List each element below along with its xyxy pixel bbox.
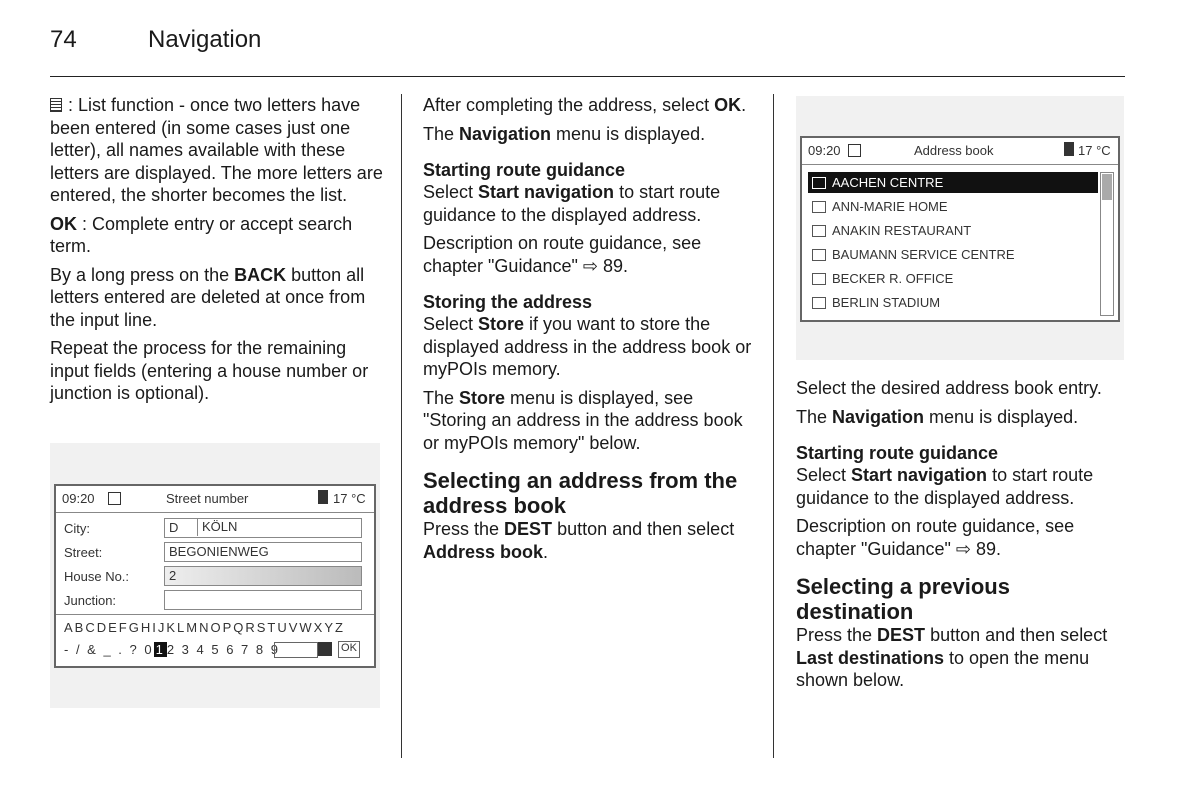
route-paragraph: Select Start navigation to start route guidance to the displayed address.	[796, 465, 1094, 508]
poi-icon	[812, 273, 826, 285]
store-paragraph: Select Store if you want to store the displayed address in the address book or myPOIs memory.	[423, 314, 752, 379]
storing-heading: Storing the address	[423, 292, 593, 312]
address-entry[interactable]: BERLIN STADIUM	[808, 292, 1098, 313]
street-number-screenshot	[50, 443, 380, 708]
address-icon	[812, 177, 826, 189]
column-2	[423, 94, 758, 569]
route-guidance-heading: Starting route guidance	[423, 160, 626, 180]
page-header	[50, 24, 1125, 77]
address-book-screen	[800, 136, 1120, 322]
column-1	[50, 94, 385, 411]
menu-paragraph: The Navigation menu is displayed.	[423, 123, 706, 144]
section-title: Navigation	[148, 26, 262, 53]
selected-key[interactable]: 1	[155, 642, 165, 657]
route-paragraph: Select Start navigation to start route guidance to the displayed address.	[423, 182, 721, 225]
address-icon	[812, 297, 826, 309]
menu-paragraph: The Navigation menu is displayed.	[796, 406, 1079, 427]
list-icon	[50, 98, 62, 112]
guidance-reference: Description on route guidance, see chapter "Guidance" ⇨ 89.	[796, 516, 1075, 559]
store-menu-paragraph: The Store menu is displayed, see "Storing an address in the address book or myPOIs memory" below.	[423, 387, 743, 453]
junction-field[interactable]	[164, 590, 362, 610]
temperature: 17 °C	[333, 491, 366, 506]
temperature-icon	[1064, 142, 1074, 156]
poi-icon	[812, 249, 826, 261]
street-number-screen	[54, 484, 376, 668]
temperature: 17 °C	[1078, 143, 1111, 158]
address-entry[interactable]: ANAKIN RESTAURANT	[808, 220, 1098, 241]
status-bar	[802, 138, 1118, 165]
house-number-field[interactable]: 2	[164, 566, 362, 586]
address-entry[interactable]: BAUMANN SERVICE CENTRE	[808, 244, 1098, 265]
column-divider	[773, 94, 774, 758]
ok-key[interactable]: OK	[338, 641, 360, 658]
address-book-heading: Selecting an address from the address book	[423, 468, 738, 518]
last-destinations-paragraph: Press the DEST button and then select Last destinations to open the menu shown below.	[796, 625, 1108, 690]
keyboard-letters[interactable]: ABCDEFGHIJKLMNOPQRSTUVWXYZ	[64, 620, 345, 635]
house-number-label: House No.:	[64, 569, 130, 584]
list-function-paragraph: : List function - once two letters have been entered (in some cases just one letter), all names available with these letters are displayed. The more letters are entered, the shorter becomes the list.	[50, 95, 383, 205]
status-bar	[56, 486, 374, 513]
page-number: 74	[50, 26, 77, 53]
screen-title: Address book	[914, 143, 994, 158]
clock-time: 09:20	[808, 143, 841, 158]
complete-paragraph: After completing the address, select OK.	[423, 95, 747, 115]
address-icon	[812, 201, 826, 213]
city-field[interactable]: D KÖLN	[164, 518, 362, 538]
scrollbar[interactable]	[1100, 172, 1114, 316]
route-guidance-heading: Starting route guidance	[796, 443, 999, 463]
street-field[interactable]: BEGONIENWEG	[164, 542, 362, 562]
scrollbar-thumb[interactable]	[1102, 174, 1112, 200]
column-3	[796, 377, 1131, 698]
ok-paragraph: OK : Complete entry or accept search term.	[50, 213, 353, 256]
repeat-paragraph: Repeat the process for the remaining input fields (entering a house number or junction is optional).	[50, 338, 369, 403]
guidance-reference: Description on route guidance, see chapter "Guidance" ⇨ 89.	[423, 233, 702, 276]
screen-title: Street number	[166, 491, 249, 506]
keyboard-digits[interactable]: - / & _ . ? 0 1 2 3 4 5 6 7 8 9	[64, 642, 280, 657]
dest-paragraph: Press the DEST button and then select Address book.	[423, 519, 735, 562]
address-entry[interactable]: ANN-MARIE HOME	[808, 196, 1098, 217]
select-entry-paragraph: Select the desired address book entry.	[796, 378, 1102, 398]
address-entry[interactable]: AACHEN CENTRE	[808, 172, 1098, 193]
city-label: City:	[64, 521, 90, 536]
clock-time: 09:20	[62, 491, 95, 506]
address-entry[interactable]: BECKER R. OFFICE	[808, 268, 1098, 289]
back-paragraph: By a long press on the BACK button all letters entered are deleted at once from the input line.	[50, 264, 366, 330]
delete-icon[interactable]	[318, 642, 332, 656]
divider	[56, 614, 374, 615]
address-book-screenshot	[796, 96, 1124, 360]
previous-destination-heading: Selecting a previous destination	[796, 574, 1010, 624]
address-icon	[812, 225, 826, 237]
junction-label: Junction:	[64, 593, 117, 608]
list-function-key[interactable]	[274, 642, 318, 658]
clock-icon	[848, 144, 861, 157]
street-label: Street:	[64, 545, 103, 560]
clock-icon	[108, 492, 121, 505]
temperature-icon	[318, 490, 328, 504]
column-divider	[401, 94, 402, 758]
